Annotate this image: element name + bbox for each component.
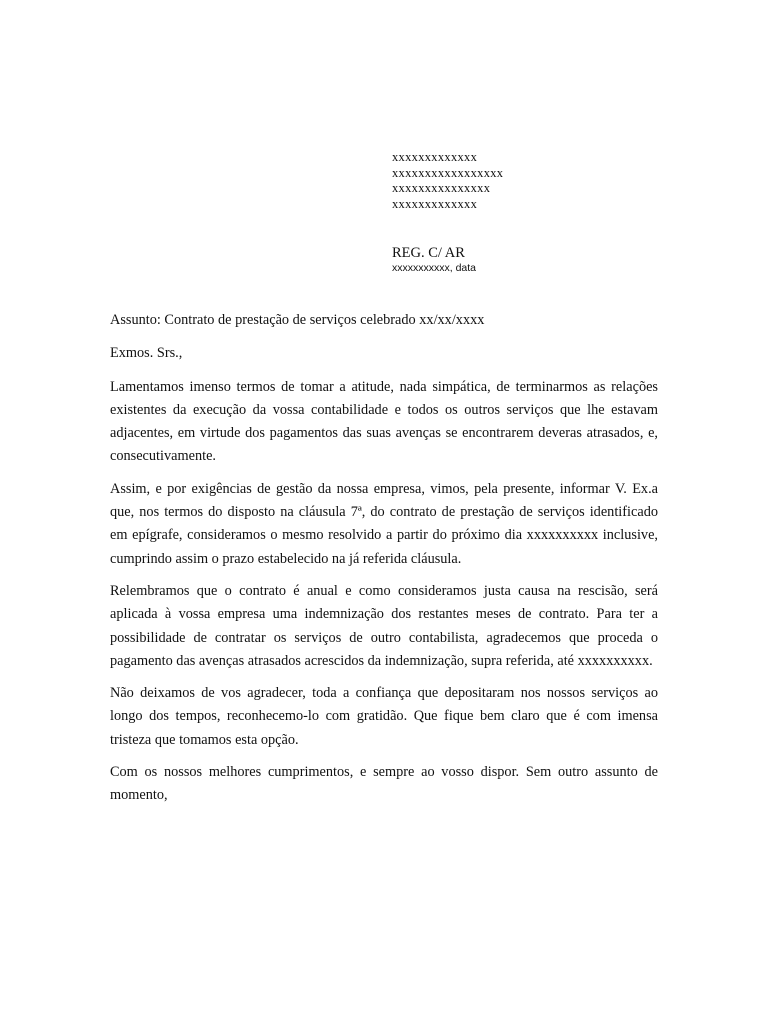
address-line-1: xxxxxxxxxxxxx [392,150,478,164]
address-line-3: xxxxxxxxxxxxxxx [392,181,491,195]
address-line-4: xxxxxxxxxxxxx [392,196,478,211]
recipient-address-block [392,150,503,212]
address-line-2: xxxxxxxxxxxxxxxxx [392,165,504,180]
registration-label: REG. C/ AR [392,245,465,261]
subject-line: Assunto: Contrato de prestação de serviços celebrado xx/xx/xxxx [110,312,485,328]
paragraph-1: Lamentamos imenso termos de tomar a atitude, nada simpática, de terminarmos as relações existentes da execução da vossa contabilidade e todos os outros serviços que lhe estavam adjacentes, em virtude dos pagamentos das suas avenças se encontrarem deveras atrasados, e, consecutivamente. [110,378,658,465]
paragraph-4: Não deixamos de vos agradecer, toda a confiança que depositaram nos nossos serviços ao longo dos tempos, reconhecemo-lo com gratidão. Que fique bem claro que é com imensa tristeza que tomamos esta opção. [110,685,658,748]
salutation: Exmos. Srs., [110,345,183,362]
paragraph-3: Relembramos que o contrato é anual e como consideramos justa causa na rescisão, será aplicada à vossa empresa uma indemnização dos restantes meses de contrato. Para ter a possibilidade de contratar os serviços de outro contabilista, agradecemos que proceda o pagamento das avenças atrasados acrescidos da indemnização, supra referida, até xxxxxxxxxx. [110,582,658,669]
paragraph-5: Com os nossos melhores cumprimentos, e sempre ao vosso dispor. Sem outro assunto de momento, [110,764,658,804]
place-date: xxxxxxxxxxx, data [392,262,477,274]
letter-body [110,309,658,817]
registration-block [392,244,476,275]
paragraph-2: Assim, e por exigências de gestão da nossa empresa, vimos, pela presente, informar V. Ex.a que, nos termos do disposto na cláusula 7ª, do contrato de prestação de serviços identificado em epígrafe, consideramos o mesmo resolvido a partir do próximo dia xxxxxxxxxx inclusive, cumprindo assim o prazo estabelecido na já referida cláusula. [110,480,658,567]
